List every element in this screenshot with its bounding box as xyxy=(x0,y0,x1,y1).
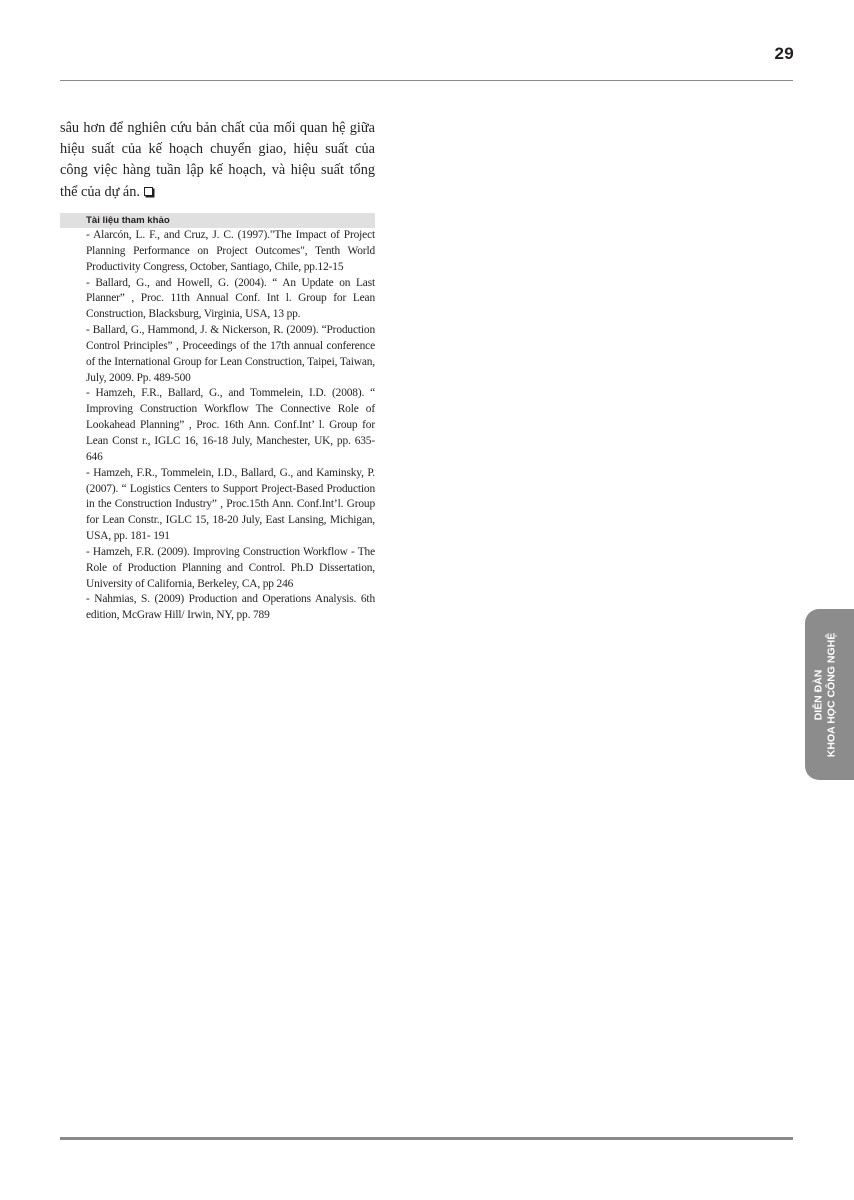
header-rule xyxy=(60,80,793,81)
references-list xyxy=(60,228,375,624)
page-number: 29 xyxy=(774,44,794,63)
body-column xyxy=(60,118,375,203)
end-of-article-box-icon xyxy=(144,187,153,196)
side-tab-label xyxy=(813,632,838,756)
references-heading: Tài liệu tham khảo xyxy=(60,213,375,228)
side-tab-line-2: KHOA HỌC CÔNG NGHỆ xyxy=(825,632,838,757)
body-paragraph xyxy=(60,118,375,203)
side-tab-line-1: DIỄN ĐÀN xyxy=(812,669,825,720)
references-section xyxy=(60,213,375,624)
reference-item: - Hamzeh, F.R., Ballard, G., and Tommelein, I.D. (2008). “ Improving Construction Workflow The Connective Role of Lookahead Planning” , Proc. 16th Ann. Conf.Int’ l. Group for Lean Const r., IGLC 16, 16-18 July, Manchester, UK, pp. 635-646 xyxy=(86,387,375,463)
footer-rule xyxy=(60,1137,793,1140)
reference-item: - Nahmias, S. (2009) Production and Operations Analysis. 6th edition, McGraw Hill/ Irwin, NY, pp. 789 xyxy=(86,593,375,622)
reference-item: - Hamzeh, F.R., Tommelein, I.D., Ballard, G., and Kaminsky, P. (2007). “ Logistics Centers to Support Project-Based Production in the Construction Industry” , Proc.15th Ann. Conf.Int’l. Group for Lean Constr., IGLC 15, 18-20 July, East Lansing, Michigan, USA, pp. 181- 191 xyxy=(86,466,375,543)
reference-item: - Ballard, G., and Howell, G. (2004). “ An Update on Last Planner” , Proc. 11th Annual Conf. Int l. Group for Lean Construction, Blacksburg, Virginia, USA, 13 pp. xyxy=(86,276,375,321)
reference-item: - Hamzeh, F.R. (2009). Improving Construction Workflow - The Role of Production Planning and Control. Ph.D Dissertation, University of California, Berkeley, CA, pp 246 xyxy=(86,545,375,590)
section-side-tab xyxy=(805,609,854,780)
body-paragraph-text: sâu hơn để nghiên cứu bản chất của mối quan hệ giữa hiệu suất của kế hoạch chuyển giao, hiệu suất của công việc hàng tuần lập kế hoạch, và hiệu suất tổng thể của dự án. xyxy=(60,120,375,200)
reference-item: - Alarcón, L. F., and Cruz, J. C. (1997)."The Impact of Project Planning Performance on Project Outcomes", Tenth World Productivity Congress, October, Santiago, Chile, pp.12-15 xyxy=(86,229,375,273)
reference-item: - Ballard, G., Hammond, J. & Nickerson, R. (2009). “Production Control Principles” , Proceedings of the 17th annual conference of the International Group for Lean Construction, Taipei, Taiwan, July, 2009. Pp. 489-500 xyxy=(86,324,375,384)
